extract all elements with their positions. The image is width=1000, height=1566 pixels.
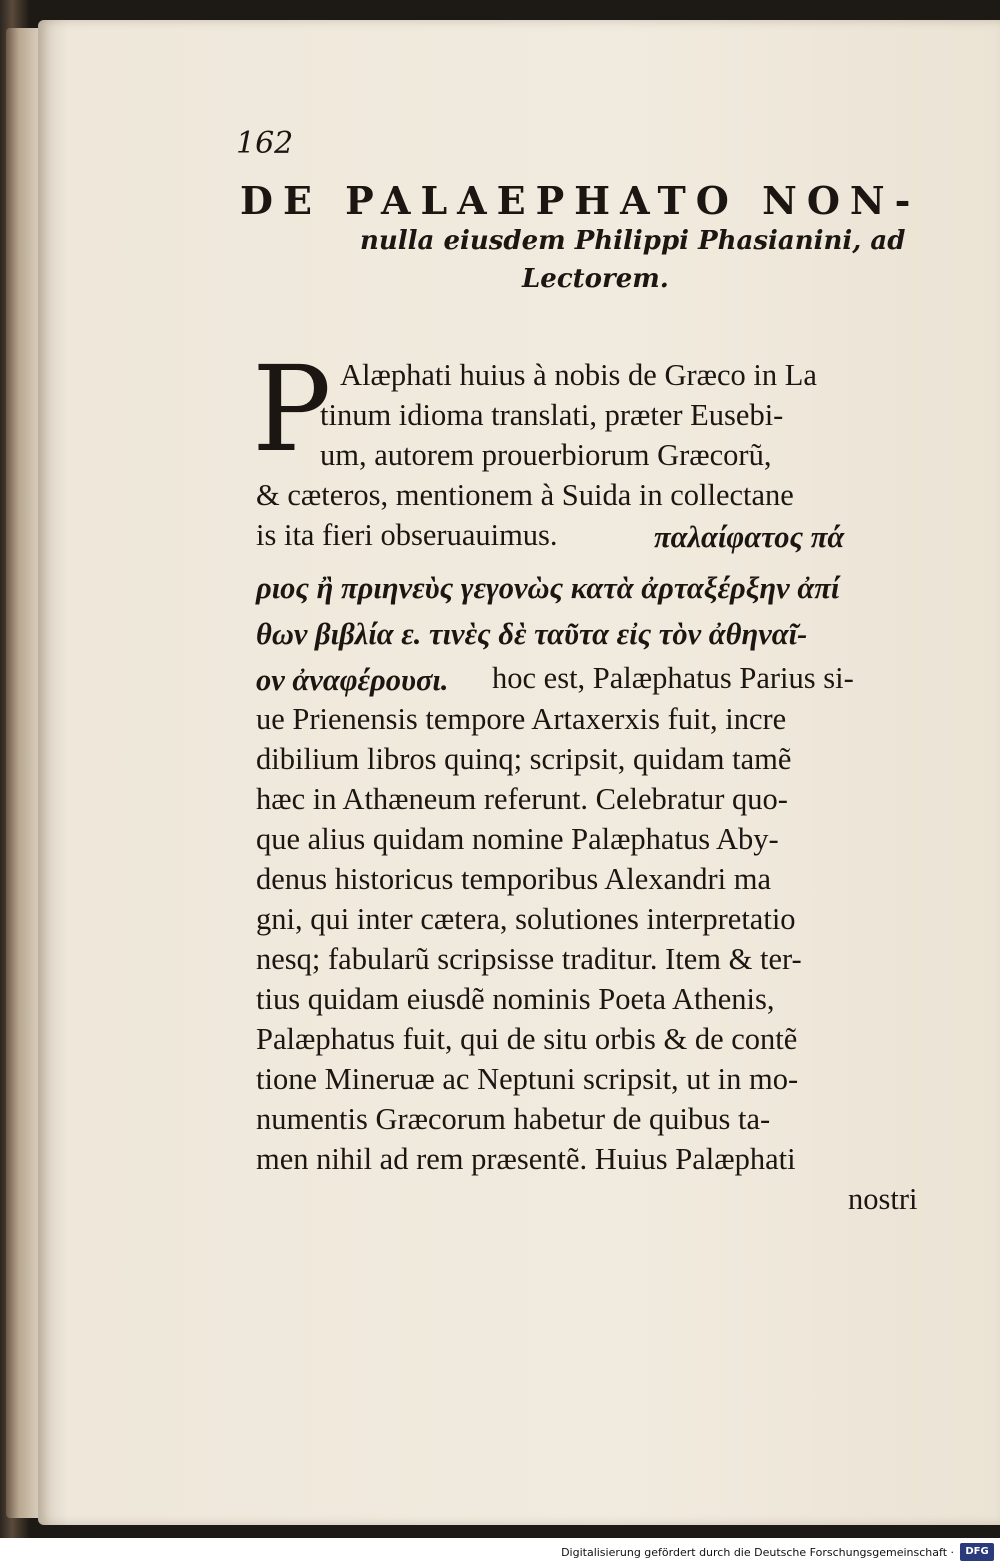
text-line-15: nesq; fabularũ scripsisse traditur. Item & ter- bbox=[256, 942, 802, 976]
text-line-14: gni, qui inter cætera, solutiones interpretatio bbox=[256, 902, 796, 936]
dfg-logo-icon: DFG bbox=[960, 1543, 994, 1561]
text-line-17: Palæphatus fuit, qui de situ orbis & de contẽ bbox=[256, 1022, 798, 1056]
text-line-20: men nihil ad rem præsentẽ. Huius Palæphati bbox=[256, 1142, 796, 1176]
page-title: DE PALAEPHATO NON- bbox=[240, 178, 921, 223]
text-line-19: numentis Græcorum habetur de quibus ta- bbox=[256, 1102, 771, 1136]
text-line-5: is ita fieri obseruauimus. bbox=[256, 518, 558, 552]
text-line-1: Alæphati huius à nobis de Græco in La bbox=[340, 358, 817, 392]
drop-cap: P bbox=[252, 340, 332, 478]
greek-line-2: θων βιβλία ε. τινὲς δὲ ταῦτα εἰς τὸν ἀθηναῖ- bbox=[256, 617, 808, 651]
text-line-4: & cæteros, mentionem à Suida in collectane bbox=[256, 478, 794, 512]
page-subtitle-line1: nulla eiusdem Philippi Phasianini, ad bbox=[360, 226, 906, 256]
text-line-13: denus historicus temporibus Alexandri ma bbox=[256, 862, 772, 896]
text-line-9: ue Prienensis tempore Artaxerxis fuit, incre bbox=[256, 702, 787, 736]
text-line-2: tinum idioma translati, præter Eusebi- bbox=[320, 398, 784, 432]
catchword: nostri bbox=[848, 1182, 918, 1216]
greek-inline-1: παλαίφατος πά bbox=[654, 520, 845, 554]
text-line-10: dibilium libros quinq; scripsit, quidam tamẽ bbox=[256, 742, 792, 776]
text-line-12: que alius quidam nomine Palæphatus Aby- bbox=[256, 822, 779, 856]
footer-credit: Digitalisierung gefördert durch die Deutsche Forschungsgemeinschaft · bbox=[561, 1546, 954, 1559]
text-line-18: tione Mineruæ ac Neptuni scripsit, ut in mo- bbox=[256, 1062, 799, 1096]
text-line-16: tius quidam eiusdẽ nominis Poeta Athenis, bbox=[256, 982, 775, 1016]
page-subtitle-line2: Lectorem. bbox=[522, 264, 669, 294]
greek-line-3: ον ἀναφέρουσι. bbox=[256, 663, 449, 697]
footer-bar bbox=[0, 1538, 1000, 1566]
page-edge bbox=[6, 28, 38, 1518]
text-line-3: um, autorem prouerbiorum Græcorũ, bbox=[320, 438, 772, 472]
page-number: 162 bbox=[236, 126, 294, 161]
text-line-11: hæc in Athæneum referunt. Celebratur quo- bbox=[256, 782, 788, 816]
greek-line-1: ριος ἢ πριηνεὺς γεγονὼς κατὰ ἀρταξέρξην ἀπί bbox=[256, 571, 840, 605]
latin-inline-1: hoc est, Palæphatus Parius si- bbox=[492, 661, 854, 695]
